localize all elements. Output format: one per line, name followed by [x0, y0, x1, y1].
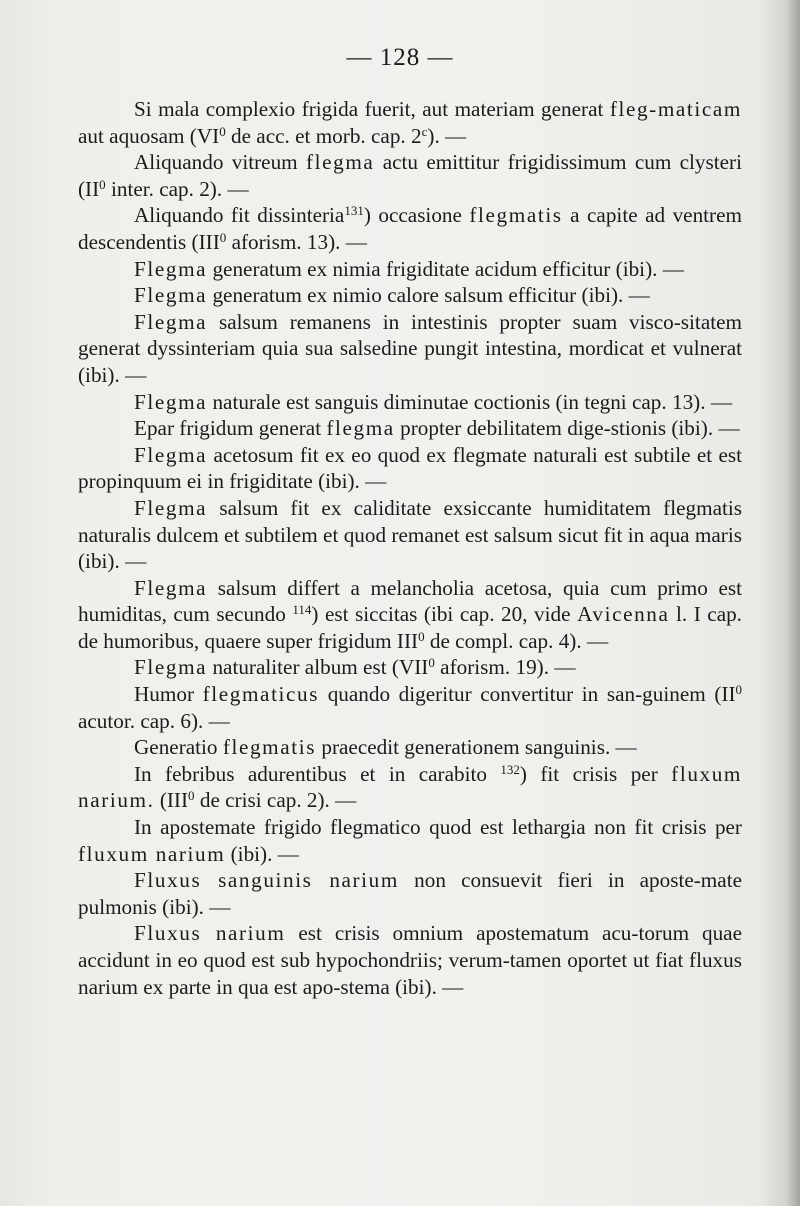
page-edge-shadow	[786, 0, 800, 1206]
spaced-keyword: flegma	[326, 416, 395, 441]
text-run: Humor	[134, 682, 203, 707]
footnote-marker: 132	[500, 761, 520, 777]
spaced-keyword: Flegma	[134, 389, 208, 414]
spaced-keyword: Fluxus narium	[134, 921, 286, 946]
paragraph	[78, 149, 742, 202]
spaced-keyword: fleg-maticam	[609, 97, 742, 121]
text-run: generatum ex nimio calore salsum efficitur (ibi). —	[207, 283, 650, 308]
footnote-marker: 0	[99, 176, 106, 192]
spaced-keyword: Flegma	[134, 655, 208, 680]
paragraph	[78, 96, 742, 149]
paragraph	[78, 814, 742, 867]
footnote-marker: 0	[219, 229, 227, 245]
text-run: ) fit crisis per	[519, 761, 672, 786]
text-run: aforism. 19). —	[434, 655, 576, 680]
text-run: In febribus adurentibus et in carabito	[134, 761, 501, 786]
text-run: de crisi cap. 2). —	[194, 788, 357, 813]
spaced-keyword: Fluxus sanguinis narium	[134, 868, 399, 893]
text-run: salsum remanens in intestinis propter suam visco-sitatem generat dyssinteriam quia sua salsedine pungit intestina, mordicat et vulnerat (ibi). —	[78, 309, 742, 387]
paragraph	[78, 256, 742, 283]
paragraph	[78, 920, 742, 1000]
footnote-marker: 0	[418, 628, 425, 644]
spaced-keyword: flegma	[305, 150, 375, 175]
spaced-keyword: Flegma	[134, 575, 208, 600]
text-run: naturaliter album est (VII	[207, 655, 429, 680]
text-run: Aliquando vitreum	[134, 150, 306, 175]
text-run: a capite ad ventrem descendentis (III	[78, 203, 742, 254]
spaced-keyword: Flegma	[134, 283, 208, 308]
text-run: de acc. et morb. cap. 2	[225, 123, 422, 148]
spaced-keyword: fluxum narium.	[78, 761, 742, 813]
spaced-keyword: flegmatis	[222, 735, 317, 760]
text-run: ) occasione	[363, 203, 470, 228]
spaced-keyword: Flegma	[134, 495, 208, 520]
paragraph	[78, 309, 742, 389]
text-run: acetosum fit ex eo quod ex flegmate naturali est subtile et est propinquum ei in frigiditate (ibi). —	[78, 442, 742, 494]
text-run: actu emittitur frigidissimum cum clysteri (II	[78, 150, 742, 201]
text-run: Si mala complexio frigida fuerit, aut materiam generat	[134, 97, 610, 121]
footnote-marker: 0	[188, 788, 195, 804]
paragraph	[78, 202, 742, 255]
text-run: non consuevit fieri in aposte-mate pulmonis (ibi). —	[78, 868, 742, 919]
text-body	[78, 96, 742, 1000]
text-run: salsum fit ex caliditate exsiccante humiditatem flegmatis naturalis dulcem et subtilem et quod remanet est salsum sicut fit in aqua maris (ibi). —	[78, 495, 742, 574]
text-run: salsum differt a melancholia acetosa, quia cum primo est humiditas, cum secundo	[78, 575, 742, 627]
paragraph	[78, 681, 742, 734]
text-run: inter. cap. 2). —	[105, 176, 249, 201]
spaced-keyword: Avicenna	[577, 602, 670, 627]
text-run: generatum ex nimia frigiditate acidum efficitur (ibi). —	[207, 256, 684, 281]
footnote-marker: 0	[735, 682, 743, 698]
spaced-keyword: flegmatis	[469, 203, 563, 228]
paragraph	[78, 389, 742, 416]
footnote-marker: 0	[428, 655, 435, 671]
text-run: quando digeritur convertitur in san-guinem (II	[319, 682, 736, 707]
page-number: — 128 —	[346, 44, 454, 71]
text-run: est crisis omnium apostematum acu-torum quae accidunt in eo quod est sub hypochondriis; verum-tamen oportet ut fiat fluxus narium ex parte in qua est apo-stema (ibi). —	[78, 921, 742, 999]
text-run: aforism. 13). —	[226, 229, 367, 254]
paragraph	[78, 495, 742, 575]
text-run: ) est siccitas (ibi cap. 20, vide	[311, 602, 578, 627]
text-run: de compl. cap. 4). —	[424, 628, 609, 653]
paragraph	[78, 654, 742, 681]
spaced-keyword: Flegma	[134, 309, 208, 334]
text-run: acutor. cap. 6). —	[78, 708, 230, 733]
text-run: Generatio	[134, 735, 223, 760]
text-run: naturale est sanguis diminutae coctionis (in tegni cap. 13). —	[207, 389, 733, 414]
paragraph	[78, 761, 742, 814]
paragraph	[78, 442, 742, 495]
paragraph	[78, 867, 742, 920]
footnote-marker: 131	[344, 203, 364, 219]
text-run: Epar frigidum generat	[134, 416, 327, 441]
spaced-keyword: Flegma	[134, 256, 208, 281]
paragraph	[78, 282, 742, 309]
text-run: ). —	[427, 123, 467, 148]
text-run: (ibi). —	[225, 841, 299, 866]
text-run: aut aquosam (VI	[78, 123, 220, 148]
footnote-marker: 114	[292, 602, 312, 618]
text-run: (III	[154, 788, 189, 813]
spaced-keyword: flegmaticus	[202, 682, 320, 707]
text-run: l. I cap. de humoribus, quaere super frigidum III	[78, 602, 742, 653]
paragraph	[78, 415, 742, 442]
footnote-marker: 0	[219, 123, 226, 139]
paragraph	[78, 575, 742, 655]
paragraph	[78, 734, 742, 761]
spaced-keyword: fluxum narium	[78, 841, 226, 866]
text-run: propter debilitatem dige-stionis (ibi). —	[394, 416, 740, 441]
text-run: praecedit generationem sanguinis. —	[316, 735, 637, 760]
footnote-marker: c	[421, 123, 428, 139]
text-run: Aliquando fit dissinteria	[134, 203, 345, 228]
spaced-keyword: Flegma	[134, 442, 208, 467]
text-run: In apostemate frigido flegmatico quod est lethargia non fit crisis per	[134, 815, 742, 840]
